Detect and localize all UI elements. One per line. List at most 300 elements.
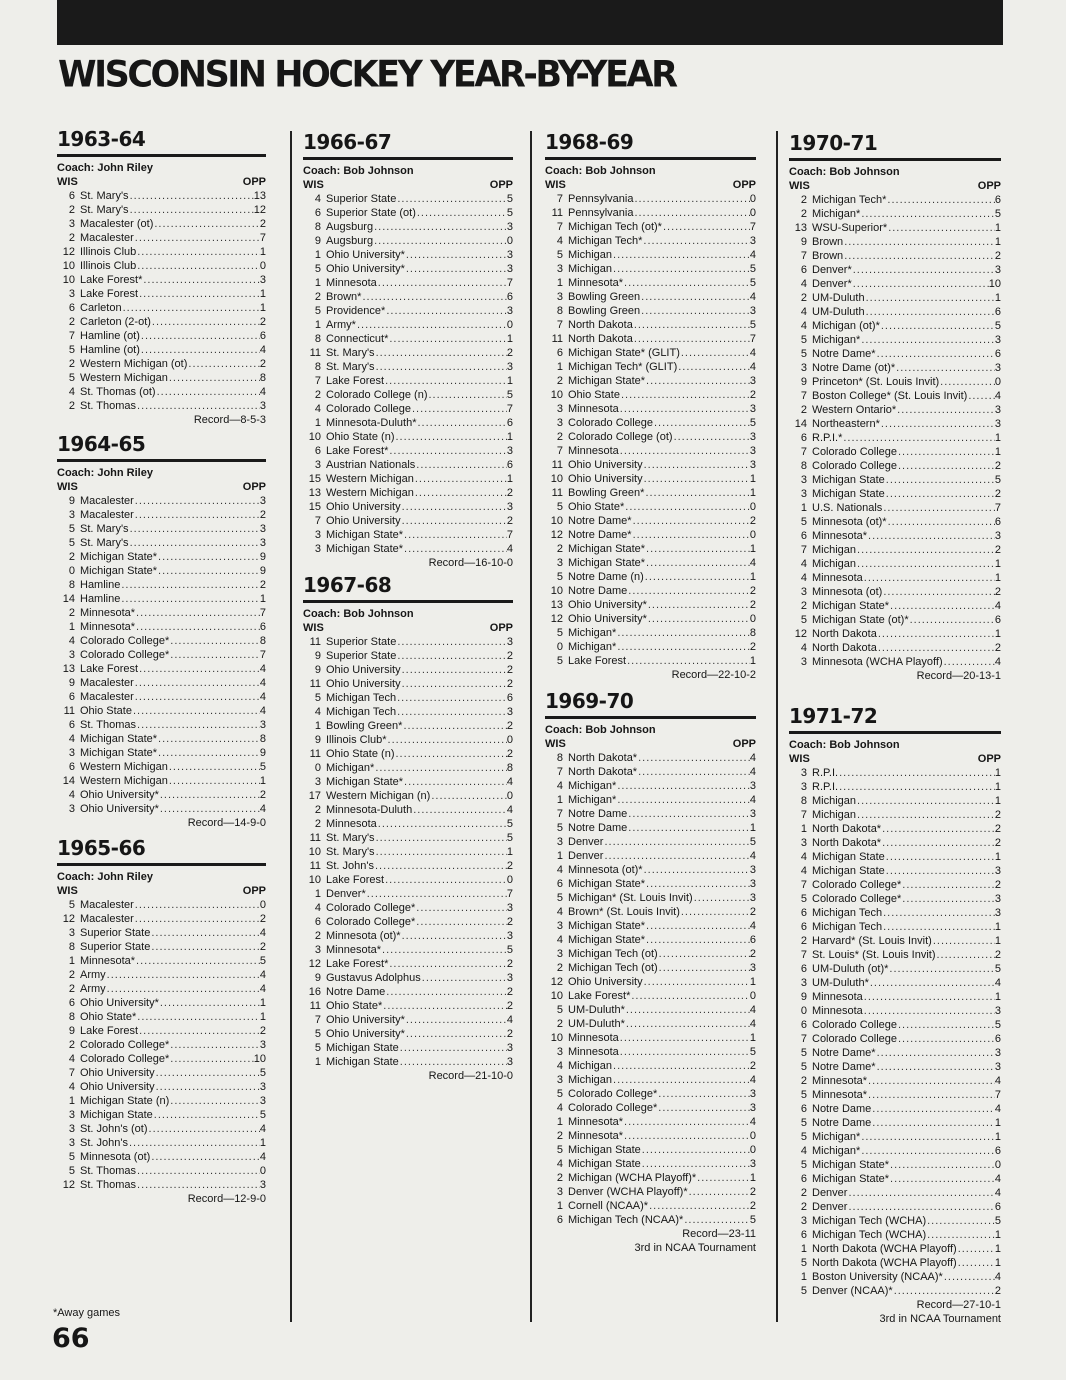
wisconsin-score: 6: [556, 1214, 563, 1226]
opponent-score: 7: [259, 649, 266, 661]
opponent-name: St. Louis* (St. Louis Invit): [812, 949, 936, 961]
opponent-score: 3: [259, 1095, 266, 1107]
game-row: [545, 821, 756, 835]
opponent-name: Ohio University*: [80, 789, 159, 801]
wisconsin-score: 4: [556, 235, 563, 247]
dot-leader: [856, 794, 995, 808]
opponent-name: Michigan* (St. Louis Invit): [568, 892, 693, 904]
wisconsin-score: 5: [800, 1047, 807, 1059]
game-row: [545, 1129, 756, 1143]
dot-leader: [882, 920, 995, 934]
wisconsin-score: 3: [556, 948, 563, 960]
score-header: [57, 885, 266, 898]
opponent-score: 10: [253, 1053, 266, 1065]
opponent-name: Michigan State: [812, 865, 885, 877]
game-row: [789, 1270, 1001, 1284]
game-row: [545, 374, 756, 388]
game-row: [57, 1038, 266, 1052]
dot-leader: [887, 221, 995, 235]
game-row: [57, 1150, 266, 1164]
season-year: 1965-66: [57, 836, 146, 860]
opponent-score: 0: [749, 529, 756, 541]
opponent-name: Minnesota-Duluth*: [326, 417, 417, 429]
wisconsin-score: 5: [314, 1028, 321, 1040]
opponent-name: St. Thomas: [80, 1179, 137, 1191]
dot-leader: [645, 877, 750, 891]
opponent-score: 5: [749, 417, 756, 429]
opponent-score: 0: [506, 790, 513, 802]
wisconsin-score: 3: [556, 417, 563, 429]
dot-leader: [893, 1284, 995, 1298]
opponent-score: 5: [506, 944, 513, 956]
opponent-score: 3: [749, 1102, 756, 1114]
opponent-name: Colorado College: [812, 460, 897, 472]
wisconsin-score: 4: [314, 902, 321, 914]
game-row: [789, 1144, 1001, 1158]
opponent-score: 1: [994, 292, 1001, 304]
opponent-name: Michigan State (n): [80, 1095, 170, 1107]
opponent-name: Michigan*: [568, 780, 617, 792]
opponent-name: Ohio State (n): [326, 748, 395, 760]
opponent-score: 7: [506, 529, 513, 541]
opponent-name: Western Michigan (ot): [80, 358, 188, 370]
dot-leader: [373, 220, 507, 234]
opponent-name: Minnesota: [568, 1046, 619, 1058]
dot-leader: [627, 821, 750, 835]
wisconsin-score: 12: [550, 613, 563, 625]
opponent-name: Michigan Tech (WCHA): [812, 1229, 927, 1241]
wisconsin-score: 2: [68, 551, 75, 563]
opponent-score: 5: [749, 1046, 756, 1058]
opponent-score: 7: [506, 888, 513, 900]
game-row: [789, 613, 1001, 627]
opponent-name: Ohio State: [80, 705, 132, 717]
opponent-score: 1: [994, 1257, 1001, 1269]
dot-leader: [128, 1136, 260, 1150]
wisconsin-score: 4: [556, 1102, 563, 1114]
opponent-name: St. Mary's: [80, 537, 129, 549]
opponent-name: Northeastern*: [812, 418, 880, 430]
wisconsin-score: 3: [800, 656, 807, 668]
dot-leader: [138, 1024, 260, 1038]
game-row: [57, 746, 266, 760]
opponent-score: 2: [749, 515, 756, 527]
dot-leader: [895, 361, 995, 375]
wisconsin-score: 4: [68, 386, 75, 398]
wisconsin-score: 2: [800, 600, 807, 612]
opponent-name: Gustavus Adolphus: [326, 972, 421, 984]
opponent-score: 1: [506, 473, 513, 485]
opponent-name: Ohio University*: [326, 249, 405, 261]
wisconsin-score: 6: [800, 1229, 807, 1241]
opponent-name: Michigan State*: [568, 878, 646, 890]
dot-leader: [897, 459, 995, 473]
dot-leader: [926, 1214, 995, 1228]
opponent-name: Notre Dame: [326, 986, 386, 998]
wisconsin-score: 7: [800, 250, 807, 262]
dot-leader: [645, 919, 750, 933]
wisconsin-score: 5: [68, 523, 75, 535]
wisconsin-score: 10: [550, 515, 563, 527]
opponent-name: Colorado College (n): [326, 389, 428, 401]
opponent-score: 3: [506, 221, 513, 233]
dot-leader: [385, 304, 507, 318]
dot-leader: [863, 990, 995, 1004]
wisconsin-score: 11: [309, 1000, 321, 1012]
opp-header: OPP: [242, 481, 266, 493]
game-row: [57, 259, 266, 273]
opponent-score: 3: [506, 1056, 513, 1068]
opponent-name: Western Michigan: [80, 372, 168, 384]
dot-leader: [396, 192, 507, 206]
opponent-score: 0: [994, 376, 1001, 388]
game-row: [545, 500, 756, 514]
opponent-name: Colorado College*: [326, 916, 416, 928]
opponent-name: Hamline (ot): [80, 344, 140, 356]
opponent-name: Ohio University: [326, 515, 401, 527]
wisconsin-score: 2: [314, 291, 321, 303]
opponent-score: 3: [994, 865, 1001, 877]
opponent-name: Michigan Tech (NCAA)*: [568, 1214, 684, 1226]
opponent-name: Augsburg: [326, 235, 374, 247]
opponent-name: UM-Duluth: [812, 292, 865, 304]
opponent-name: Michigan Tech (ot)*: [568, 221, 662, 233]
game-row: [57, 940, 266, 954]
dot-leader: [632, 528, 750, 542]
dot-leader: [847, 1200, 994, 1214]
dot-leader: [863, 1004, 995, 1018]
dot-leader: [860, 1144, 995, 1158]
wisconsin-score: 4: [68, 1081, 75, 1093]
opponent-score: 3: [259, 274, 266, 286]
opponent-name: Notre Dame: [568, 585, 628, 597]
opponent-score: 1: [259, 997, 266, 1009]
opponent-name: Lake Forest: [326, 375, 385, 387]
opponent-name: North Dakota (WCHA Playoff): [812, 1243, 957, 1255]
opponent-score: 0: [506, 734, 513, 746]
wisconsin-score: 4: [800, 278, 807, 290]
opponent-name: Ohio University*: [326, 1028, 405, 1040]
opponent-name: Colorado College*: [812, 893, 902, 905]
game-row: [303, 1027, 513, 1041]
opponent-name: Minnesota*: [80, 607, 136, 619]
wisconsin-score: 4: [556, 864, 563, 876]
wisconsin-score: 2: [800, 194, 807, 206]
wisconsin-score: 6: [800, 1103, 807, 1115]
game-row: [545, 779, 756, 793]
dot-leader: [688, 1185, 750, 1199]
opponent-name: Notre Dame: [568, 822, 628, 834]
opponent-score: 0: [259, 260, 266, 272]
opponent-score: 2: [749, 641, 756, 653]
opponent-score: 6: [506, 291, 513, 303]
dot-leader: [640, 290, 750, 304]
dot-leader: [627, 584, 750, 598]
wisconsin-score: 2: [314, 818, 321, 830]
opponent-score: 1: [749, 571, 756, 583]
opponent-name: Ohio University*: [568, 613, 647, 625]
game-row: [303, 915, 513, 929]
game-row: [57, 245, 266, 259]
wisconsin-score: 3: [314, 459, 321, 471]
column-divider: [290, 131, 292, 1322]
wisconsin-score: 4: [800, 558, 807, 570]
wisconsin-score: 1: [68, 621, 75, 633]
season-note: 3rd in NCAA Tournament: [879, 1313, 1001, 1325]
opponent-score: 2: [259, 509, 266, 521]
wisconsin-score: 5: [800, 614, 807, 626]
dot-leader: [847, 1186, 994, 1200]
dot-leader: [401, 663, 507, 677]
opponent-score: 3: [506, 902, 513, 914]
wisconsin-score: 11: [309, 347, 321, 359]
season-block: [545, 688, 756, 1255]
opponent-name: Macalester: [80, 899, 134, 911]
dot-leader: [633, 192, 749, 206]
game-row: [303, 1013, 513, 1027]
wisconsin-score: 6: [68, 997, 75, 1009]
dot-leader: [136, 1164, 260, 1178]
game-row: [789, 277, 1001, 291]
wisconsin-score: 1: [314, 720, 321, 732]
dot-leader: [361, 290, 506, 304]
score-header: [303, 622, 513, 635]
dot-leader: [888, 962, 994, 976]
opponent-name: Augsburg: [326, 221, 374, 233]
opponent-name: Minnesota: [326, 818, 377, 830]
game-row: [303, 206, 513, 220]
opponent-score: 2: [506, 916, 513, 928]
opponent-name: St. Mary's: [326, 832, 375, 844]
opponent-name: Macalester: [80, 677, 134, 689]
dot-leader: [136, 245, 260, 259]
opponent-name: Colorado College*: [80, 1053, 170, 1065]
opponent-score: 3: [506, 930, 513, 942]
wisconsin-score: 4: [556, 906, 563, 918]
wis-header: WIS: [57, 481, 78, 493]
wisconsin-score: 9: [314, 972, 321, 984]
wisconsin-score: 1: [800, 823, 807, 835]
game-row: [57, 718, 266, 732]
opponent-score: 4: [994, 1187, 1001, 1199]
wisconsin-score: 2: [800, 292, 807, 304]
opponent-score: 6: [259, 621, 266, 633]
opponent-name: Colorado College*: [80, 649, 170, 661]
game-row: [789, 906, 1001, 920]
wisconsin-score: 9: [314, 650, 321, 662]
dot-leader: [897, 1032, 995, 1046]
opponent-name: Michigan: [812, 544, 857, 556]
dot-leader: [382, 999, 507, 1013]
opponent-score: 3: [994, 1005, 1001, 1017]
season-rule: [545, 716, 756, 719]
wisconsin-score: 1: [314, 888, 321, 900]
game-row: [789, 319, 1001, 333]
wisconsin-score: 6: [68, 190, 75, 202]
wisconsin-score: 5: [800, 1257, 807, 1269]
wisconsin-score: 3: [314, 776, 321, 788]
dot-leader: [852, 263, 995, 277]
wisconsin-score: 10: [550, 389, 563, 401]
opponent-score: 10: [988, 278, 1001, 290]
game-row: [545, 584, 756, 598]
opponent-score: 6: [749, 934, 756, 946]
opponent-score: 5: [749, 836, 756, 848]
opponent-score: 4: [994, 1173, 1001, 1185]
season-note: 3rd in NCAA Tournament: [634, 1242, 756, 1254]
game-row: [57, 704, 266, 718]
opponent-name: Michigan State*: [80, 565, 158, 577]
wisconsin-score: 2: [556, 543, 563, 555]
game-row: [57, 329, 266, 343]
opponent-name: Michigan*: [326, 762, 375, 774]
dot-leader: [135, 954, 260, 968]
opponent-score: 3: [506, 445, 513, 457]
game-row: [789, 473, 1001, 487]
game-row: [545, 472, 756, 486]
opponent-name: Michigan: [568, 249, 613, 261]
opponent-name: Ohio University*: [326, 1014, 405, 1026]
opponent-score: 3: [749, 1088, 756, 1100]
game-row: [57, 1094, 266, 1108]
dot-leader: [414, 472, 507, 486]
opponent-score: 3: [259, 1179, 266, 1191]
game-row: [789, 864, 1001, 878]
wisconsin-score: 5: [68, 537, 75, 549]
wisconsin-score: 0: [800, 1005, 807, 1017]
wisconsin-score: 5: [68, 344, 75, 356]
wisconsin-score: 9: [68, 495, 75, 507]
game-row: [789, 1018, 1001, 1032]
opponent-name: Superior State (ot): [326, 207, 416, 219]
wisconsin-score: 3: [68, 747, 75, 759]
game-row: [545, 626, 756, 640]
dot-leader: [643, 863, 750, 877]
opponent-name: St. Mary's: [326, 846, 375, 858]
game-row: [789, 249, 1001, 263]
dot-leader: [134, 508, 260, 522]
opponent-score: 0: [259, 1165, 266, 1177]
game-row: [545, 640, 756, 654]
game-row: [303, 486, 513, 500]
dot-leader: [396, 635, 507, 649]
opponent-name: Colorado College (ot): [568, 431, 673, 443]
score-header: [57, 481, 266, 494]
season-block: [57, 835, 266, 1206]
wisconsin-score: 12: [62, 913, 75, 925]
game-row: [789, 1046, 1001, 1060]
opponent-name: UM-Duluth (ot)*: [812, 963, 889, 975]
game-row: [789, 1256, 1001, 1270]
opponent-score: 4: [994, 1271, 1001, 1283]
opponent-score: 6: [506, 417, 513, 429]
opponent-name: Minnesota (ot): [80, 1151, 151, 1163]
opponent-name: St. John's: [80, 1137, 128, 1149]
opponent-score: 2: [994, 823, 1001, 835]
opponent-name: Ohio University: [568, 459, 643, 471]
wisconsin-score: 5: [314, 692, 321, 704]
dot-leader: [405, 248, 507, 262]
opponent-name: Pennsylvania: [568, 207, 634, 219]
wisconsin-score: 5: [556, 501, 563, 513]
game-row: [545, 1101, 756, 1115]
opponent-score: 0: [749, 193, 756, 205]
opponent-name: Michigan State: [812, 851, 885, 863]
wisconsin-score: 2: [556, 1018, 563, 1030]
opponent-name: Denver: [812, 1187, 848, 1199]
game-row: [789, 836, 1001, 850]
dot-leader: [887, 515, 995, 529]
season-rule: [303, 157, 513, 160]
game-row: [57, 648, 266, 662]
opponent-name: Michigan Tech (WCHA): [812, 1215, 927, 1227]
opponent-score: 2: [506, 487, 513, 499]
dot-leader: [150, 940, 260, 954]
wisconsin-score: 8: [68, 941, 75, 953]
dot-leader: [882, 585, 995, 599]
score-header: [545, 738, 756, 751]
wisconsin-score: 10: [308, 846, 321, 858]
score-header: [789, 180, 1001, 193]
wisconsin-score: 11: [551, 207, 563, 219]
opp-header: OPP: [489, 622, 513, 634]
game-row: [789, 1088, 1001, 1102]
game-row: [545, 891, 756, 905]
opponent-score: 2: [259, 218, 266, 230]
dot-leader: [416, 206, 507, 220]
coach-name: Coach: John Riley: [57, 871, 153, 883]
game-row: [545, 905, 756, 919]
game-row: [789, 543, 1001, 557]
game-row: [303, 248, 513, 262]
wisconsin-score: 11: [309, 678, 321, 690]
opponent-name: Michigan Tech: [326, 692, 397, 704]
dot-leader: [136, 399, 260, 413]
opponent-name: North Dakota*: [812, 823, 882, 835]
opponent-score: 4: [506, 543, 513, 555]
wisconsin-score: 1: [800, 502, 807, 514]
wisconsin-score: 0: [68, 565, 75, 577]
game-row: [789, 557, 1001, 571]
column-divider: [530, 131, 532, 1322]
opponent-name: Michigan State* (GLIT): [568, 347, 680, 359]
opponent-name: Ohio State*: [80, 1011, 137, 1023]
wisconsin-score: 7: [68, 1067, 75, 1079]
season-rule: [57, 154, 266, 157]
opponent-name: St. John's (ot): [80, 1123, 148, 1135]
dot-leader: [401, 514, 507, 528]
wisconsin-score: 8: [314, 333, 321, 345]
wisconsin-score: 8: [800, 460, 807, 472]
wisconsin-score: 12: [62, 1179, 75, 1191]
wisconsin-score: 2: [800, 935, 807, 947]
game-row: [303, 528, 513, 542]
wisconsin-score: 9: [800, 991, 807, 1003]
wisconsin-score: 15: [308, 473, 321, 485]
opponent-name: Michigan Tech: [812, 907, 883, 919]
game-row: [57, 343, 266, 357]
opponent-score: 2: [506, 1000, 513, 1012]
wisconsin-score: 3: [556, 557, 563, 569]
opponent-name: Michigan: [812, 558, 857, 570]
wisconsin-score: 6: [556, 347, 563, 359]
wisconsin-score: 4: [800, 320, 807, 332]
dot-leader: [856, 557, 995, 571]
dot-leader: [876, 347, 995, 361]
dot-leader: [430, 789, 507, 803]
dot-leader: [658, 961, 750, 975]
opponent-name: Providence*: [326, 305, 386, 317]
